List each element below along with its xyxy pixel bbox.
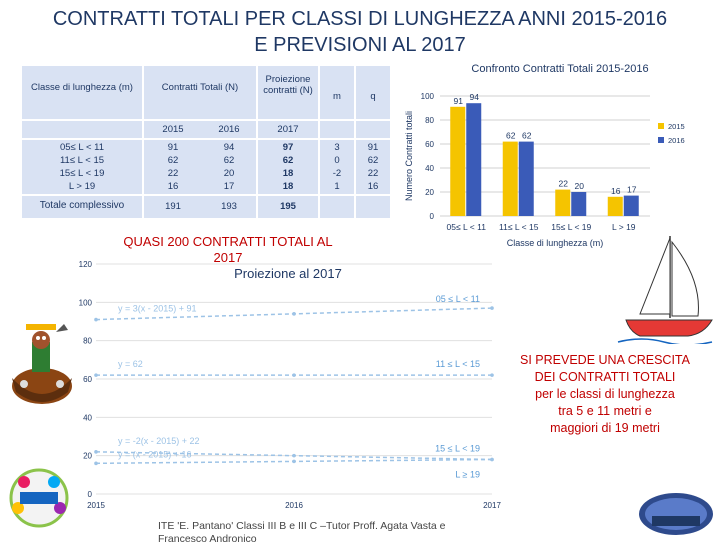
bar-chart-xlabel: Classe di lunghezza (m)	[506, 238, 604, 248]
bar-chart-title: Confronto Contratti Totali 2015-2016	[471, 63, 649, 75]
x-tick-label: L > 19	[611, 222, 636, 232]
table-divider	[22, 138, 390, 140]
header-proiezione: Proiezione contratti (N)	[263, 74, 313, 96]
series-name: 15 ≤ L < 19	[435, 443, 480, 454]
note-line: maggiori di 19 metri	[550, 421, 660, 435]
year-2016: 2016	[218, 124, 240, 135]
series-point	[94, 373, 98, 377]
x-tick-label: 2015	[87, 501, 105, 510]
prediction-note	[500, 352, 710, 437]
cell-y2015: 16	[167, 181, 179, 192]
cell-y2015: 91	[167, 142, 179, 153]
footer-credits: ITE 'E. Pantano' Classi III B e III C –Tutor Proff. Agata Vasta e	[158, 520, 446, 532]
series-name: L ≥ 19	[455, 469, 480, 480]
cell-y2015: 62	[167, 155, 179, 166]
series-point	[490, 458, 494, 462]
bar-2015	[608, 197, 623, 216]
bar-chart-ylabel: Numero Contratti totali	[404, 110, 414, 202]
bar-data-label: 62	[506, 130, 516, 141]
table-divider	[22, 194, 390, 196]
y-tick-label: 40	[83, 413, 92, 423]
subheading-line-1: QUASI 200 CONTRATTI TOTALI AL	[123, 234, 333, 249]
cell-m: -2	[332, 168, 342, 179]
bar-data-label: 62	[522, 130, 532, 141]
cell-q: 91	[367, 142, 379, 153]
table-divider	[22, 119, 390, 121]
header-m: m	[333, 91, 341, 102]
cell-y2016: 17	[223, 181, 235, 192]
note-line: tra 5 e 11 metri e	[558, 404, 652, 418]
row-label: 11≤ L < 15	[59, 155, 105, 166]
year-2017: 2017	[277, 124, 299, 135]
cell-y2016: 94	[223, 142, 235, 153]
cell-y2017: 62	[282, 155, 294, 166]
x-tick-label: 2016	[285, 501, 303, 510]
series-point	[292, 454, 296, 458]
y-tick-label: 0	[87, 490, 92, 499]
header-q: q	[370, 91, 376, 102]
note-line: per le classi di lunghezza	[535, 387, 675, 401]
series-name: 05 ≤ L < 11	[435, 294, 480, 305]
bar-2016	[624, 196, 639, 216]
y-tick-label: 0	[429, 212, 434, 221]
y-tick-label: 20	[83, 451, 92, 461]
data-table	[22, 66, 390, 218]
title-line-1: CONTRATTI TOTALI PER CLASSI DI LUNGHEZZA ANNI 2015-2016	[52, 8, 668, 30]
legend-label: 2016	[668, 136, 685, 145]
header-classe: Classe di lunghezza (m)	[31, 82, 133, 93]
series-point	[94, 318, 98, 322]
bar-2015	[555, 190, 570, 216]
x-tick-label: 2017	[483, 501, 501, 510]
note-line: DEI CONTRATTI TOTALI	[534, 370, 676, 384]
bar-data-label: 20	[574, 181, 584, 191]
bar-data-label: 22	[558, 178, 568, 189]
series-point	[292, 312, 296, 316]
legend-swatch-2016	[658, 137, 664, 143]
cell-y2017: 18	[282, 168, 294, 179]
y-tick-label: 120	[78, 260, 92, 269]
mascot-picture	[6, 312, 76, 412]
cell-y2016: 20	[223, 168, 235, 179]
series-equation: y = 62	[118, 359, 143, 370]
series-point	[292, 460, 296, 464]
subheading-line-2: 2017	[213, 250, 243, 265]
series-point	[292, 373, 296, 377]
cell-m: 0	[334, 155, 340, 166]
cell-y2015: 22	[167, 168, 179, 179]
bar-data-label: 91	[453, 95, 463, 106]
row-label: 05≤ L < 11	[59, 142, 105, 153]
bar-2016	[571, 192, 586, 216]
x-tick-label: 11≤ L < 15	[499, 222, 539, 232]
bar-data-label: 17	[627, 184, 637, 195]
title-line-2: E PREVISIONI AL 2017	[254, 34, 466, 56]
y-tick-label: 100	[420, 92, 434, 101]
series-point	[94, 450, 98, 454]
line-chart	[78, 256, 508, 514]
y-tick-label: 100	[78, 298, 92, 308]
header-totali: Contratti Totali (N)	[161, 82, 239, 93]
series-equation: y = 3(x - 2015) + 91	[118, 303, 197, 314]
bar-2015	[503, 142, 518, 216]
line-chart-title: Proiezione al 2017	[234, 266, 342, 281]
y-tick-label: 20	[425, 188, 434, 197]
series-point	[490, 373, 494, 377]
cell-q: 16	[367, 181, 379, 192]
cell-m: 1	[334, 181, 340, 192]
series-equation: y = (x - 2015) + 16	[118, 449, 192, 460]
y-tick-label: 80	[83, 336, 92, 346]
sailboat-picture	[612, 232, 716, 344]
cell-q: 62	[367, 155, 379, 166]
bar-2016	[466, 103, 481, 216]
legend-swatch-2015	[658, 123, 664, 129]
total-label: Totale complessivo	[39, 200, 125, 211]
cell-y2017: 97	[282, 142, 294, 153]
row-label: 15≤ L < 19	[59, 168, 105, 179]
cell-m: 3	[334, 142, 340, 153]
total-2017: 195	[280, 201, 296, 212]
series-point	[490, 306, 494, 310]
y-tick-label: 60	[425, 140, 434, 149]
y-tick-label: 60	[83, 375, 92, 384]
footer-credits-2: Francesco Andronico	[158, 533, 257, 545]
bar-2015	[450, 107, 465, 216]
school-logo-left	[4, 468, 74, 528]
cell-q: 22	[367, 168, 379, 179]
table-divider	[142, 66, 144, 218]
cell-y2016: 62	[223, 155, 235, 166]
bar-data-label: 16	[611, 185, 621, 196]
note-line: SI PREVEDE UNA CRESCITA	[520, 353, 690, 367]
series-equation: y = -2(x - 2015) + 22	[118, 435, 200, 446]
total-2016: 193	[221, 201, 237, 212]
school-logo-right	[638, 492, 714, 536]
y-tick-label: 80	[425, 116, 434, 125]
bar-2016	[519, 142, 534, 216]
slide-title	[20, 6, 700, 58]
y-tick-label: 40	[425, 164, 434, 173]
bar-data-label: 94	[469, 92, 479, 103]
series-point	[94, 462, 98, 466]
row-label: L > 19	[68, 181, 96, 192]
x-tick-label: 15≤ L < 19	[551, 222, 592, 232]
table-divider	[256, 66, 258, 218]
year-2015: 2015	[162, 124, 184, 135]
legend-label: 2015	[668, 122, 685, 131]
series-name: 11 ≤ L < 15	[435, 359, 480, 370]
total-2015: 191	[165, 201, 181, 212]
cell-y2017: 18	[282, 181, 294, 192]
x-tick-label: 05≤ L < 11	[446, 222, 486, 232]
